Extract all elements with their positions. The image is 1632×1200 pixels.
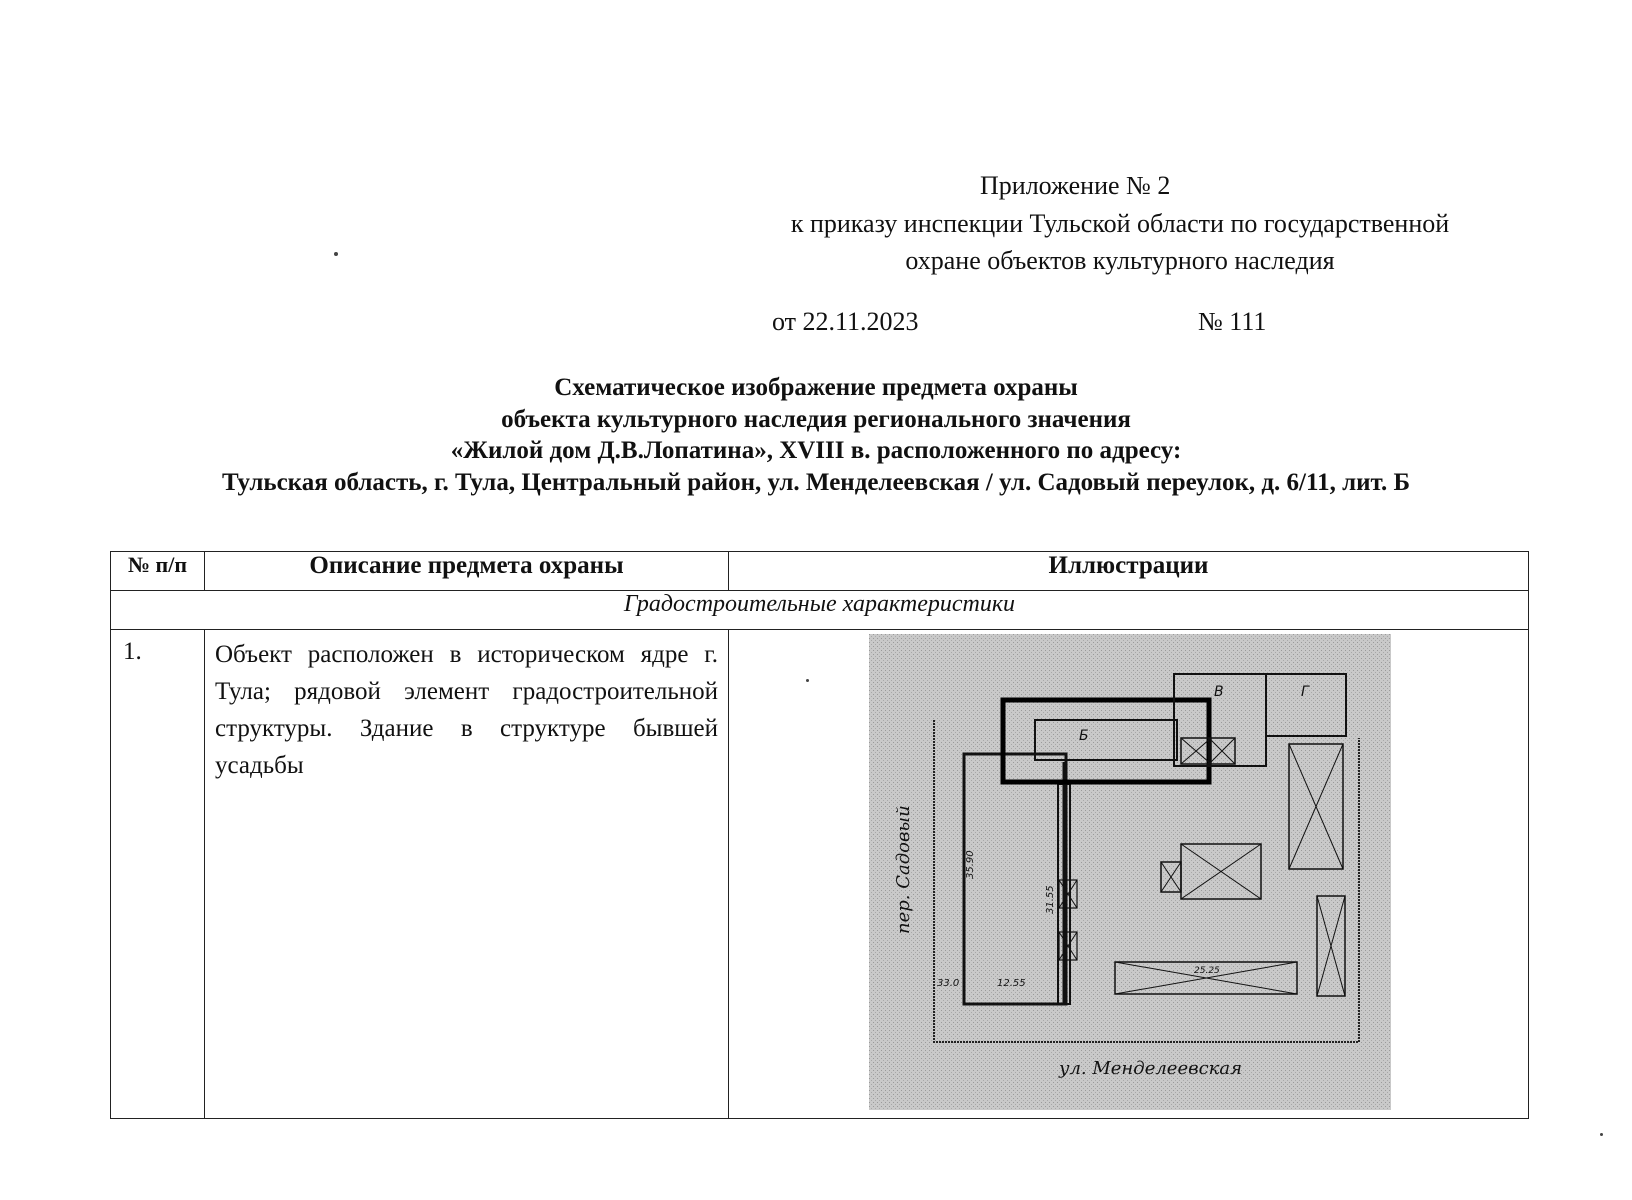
dim-left: 35.90 — [965, 850, 976, 879]
document-title — [0, 372, 1632, 498]
title-line-2: объекта культурного наследия регионального значения — [501, 405, 1131, 433]
appendix-line-2: к приказу инспекции Тульской области по государственной — [790, 209, 1450, 238]
appendix-line-3: охране объектов культурного наследия — [905, 246, 1335, 275]
order-date: от 22.11.2023 — [772, 307, 919, 336]
section-row — [111, 591, 1529, 630]
protection-table — [110, 551, 1529, 1119]
street-bottom-label: ул. Менделеевская — [1059, 1058, 1243, 1079]
site-plan-drawing — [869, 634, 1391, 1110]
col-header-number: № п/п — [111, 552, 205, 591]
order-number: № 111 — [1198, 307, 1267, 336]
title-line-4: Тульская область, г. Тула, Центральный район, ул. Менделеевская / ул. Садовый переулок, д. 6/11, лит. Б — [222, 468, 1410, 496]
col-header-description: Описание предмета охраны — [205, 552, 729, 591]
scan-speck — [334, 252, 338, 256]
title-line-3: «Жилой дом Д.В.Лопатина», XVIII в. расположенного по адресу: — [450, 437, 1182, 464]
row-number: 1. — [111, 630, 205, 1119]
label-b: Б — [1079, 728, 1089, 744]
table-header-row — [111, 552, 1529, 591]
label-g: Г — [1301, 684, 1309, 700]
row-illustration — [729, 630, 1529, 1119]
label-v: В — [1214, 684, 1224, 700]
col-header-illustrations: Иллюстрации — [729, 552, 1529, 591]
title-line-1: Схематическое изображение предмета охраны — [554, 374, 1078, 401]
dim-pool: 25.25 — [1194, 966, 1220, 976]
dim-bottom: 12.55 — [997, 978, 1026, 989]
dim-low: 33.0 — [937, 978, 960, 989]
table-row — [111, 630, 1529, 1119]
appendix-line-1: Приложение № 2 — [980, 171, 1171, 200]
street-left-label: пер. Садовый — [893, 805, 914, 934]
scan-speck — [1600, 1133, 1603, 1136]
dim-mid: 31.55 — [1045, 885, 1056, 914]
row-description: Объект расположен в историческом ядре г. Тула; рядовой элемент градостроительной структуры. Здание в структуре бывшей усадьбы — [205, 630, 729, 1119]
scan-speck — [806, 679, 809, 682]
section-title: Градостроительные характеристики — [111, 591, 1529, 630]
